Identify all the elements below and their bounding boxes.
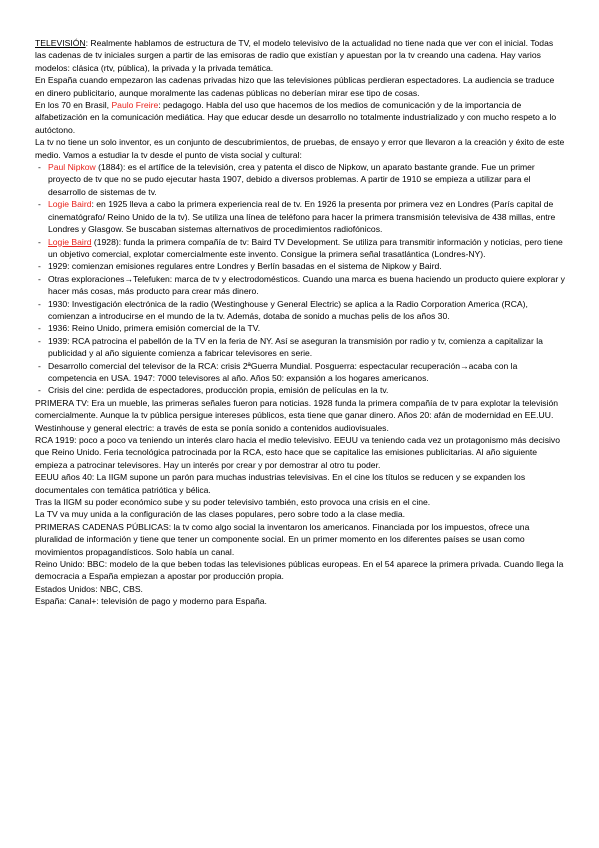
list-item-text: : en 1925 lleva a cabo la primera experiencia real de tv. En 1926 la presenta por primera vez en Londres (París capital de cinematógrafo/ Reino Unido de la tv). Se utiliza una línea de teléfono para hacer la primera transmisión televisiva de 438 millas, entre Londres y Glasgow. Se buscaban sistemas alternativos de procedimientos radiofónicos. — [48, 199, 556, 235]
list-item-crisis-cine: - Crisis del cine: perdida de espectadores, producción propia, emisión de películas en la tv. — [35, 384, 565, 396]
paragraph-text: : pedagogo. Habla del uso que hacemos de los medios de comunicación y de la importancia de alfabetización en la comunicación mediática. Hay que educar desde un desarrollo no totalmente industrializado y con mucho respeto a lo autóctono. — [35, 100, 557, 135]
section-heading-television: TELEVISIÓN — [35, 38, 86, 48]
list-item-baird-1925 — [35, 198, 565, 235]
paragraph-cadenas-publicas: PRIMERAS CADENAS PÚBLICAS: la tv como algo social la inventaron los americanos. Financiada por los impuestos, ofrece una pluralidad de información y tiene que tener un componente social. En un primer momento en los diferentes países se usan como movimientos propagandísticos. Solo había un canal. — [35, 521, 530, 557]
list-item-exploraciones: - Otras exploraciones→Telefuken: marca de tv y electrodomésticos. Cuando una marca es buena haciendo un producto quiere explorar y hacer más cosas, más producto para crear más dinero. — [35, 273, 565, 298]
list-item-nipkow — [35, 161, 565, 198]
paragraph-text: : Realmente hablamos de estructura de TV, el modelo televisivo de la actualidad no tiene nada que ver con el inicial. Todas las cadenas de tv iniciales surgen a partir de las emisoras de radio que existían y apuestan por la tv creando una cadena. Hay varios modelos: clásica (rtv, pública), la privada y la privada temática. — [35, 38, 554, 73]
paragraph-primera-tv: PRIMERA TV: Era un mueble, las primeras señales fueron para noticias. 1928 funda la primera compañía de tv para explotar la televisión comercialmente. Aunque la tv pública persigue intereses públicos, esta tiene que ganar dinero. Años 20: afán de modernidad en EE.UU. — [35, 397, 559, 421]
document-page — [35, 37, 565, 608]
paragraph-rca-1919: RCA 1919: poco a poco va teniendo un interés claro hacia el medio televisivo. EEUU va teniendo cada vez un protagonismo más decisivo que Reino Unido. Feria tecnológica patrocinada por la RCA, esto hace que se capitalice las emisiones publicitarias. Al año siguiente empieza a patrocinar televisores. Hay un interés por crear y por demostrar al otro tu poder. — [35, 435, 560, 470]
list-item-text: (1928): funda la primera compañía de tv: Baird TV Development. Se utiliza para transmitir información y noticias, pero tiene un objetivo comercial, explotar comercialmente este invento. Consigue la primera señal trasatlántica (Londres-NY). — [48, 236, 563, 259]
list-item-1939: - 1939: RCA patrocina el pabellón de la TV en la feria de NY. Así se aseguran la transmisión por radio y tv, comienza a capitalizar la publicidad y al año siguiente comienza a fabricar televisores en serie. — [35, 335, 565, 360]
list-item-1936: - 1936: Reino Unido, primera emisión comercial de la TV. — [35, 322, 565, 334]
paragraph-text: En los 70 en Brasil, — [35, 100, 112, 111]
name-logie-baird: Logie Baird — [48, 199, 92, 210]
paragraph-television — [35, 37, 565, 74]
list-item-1930: - 1930: Investigación electrónica de la radio (Westinghouse y General Electric) se aplica a la Radio Corporation America (RCA), comienzan a introducirse en el mundo de la tv. Además, dotaba de sonido a muchas pelis de los años 30. — [35, 298, 565, 323]
name-paul-nipkow: Paul Nipkow — [48, 162, 96, 173]
paragraph-tras-iigm: Tras la IIGM su poder económico sube y su poder televisivo también, esto provoca una crisis en el cine. — [35, 497, 431, 508]
paragraph-reino-unido: Reino Unido: BBC: modelo de la que beben todas las televisiones públicas europeas. En el 54 aparece la primera privada. Cuando llega la democracia a España empiezan a apostar por producción propia. — [35, 559, 564, 582]
paragraph-westinhouse: Westinhouse y general electric: a través de esta se ponía sonido a contenidos audiovisuales. — [35, 422, 389, 433]
paragraph-paulo-freire — [35, 99, 565, 136]
paragraph-eeuu-40: EEUU años 40: La IIGM supone un parón para muchas industrias televisivas. En el cine los títulos se reducen y se expanden los documentales con temática patriótica y bélica. — [35, 472, 526, 495]
list-item-baird-1928 — [35, 236, 565, 261]
paragraph-espana: España: Canal+: televisión de pago y moderno para España. — [35, 596, 267, 607]
paragraph-inventores: La tv no tiene un solo inventor, es un conjunto de descubrimientos, de pruebas, de ensayo y error que llevaron a la creación y éxito de este medio. Vamos a estudiar la tv desde el punto de vista social y cultural: — [35, 137, 565, 160]
list-item-text: (1884): es el artífice de la televisión, crea y patenta el disco de Nipkow, un aparato bastante grande. Fue un primer proyecto de tv que no se pudo ejecutar hasta 1907, debido a diversos problemas. A partir de 1910 se empieza a utilizar para el desarrollo de sistemas de tv. — [48, 162, 535, 197]
list-item-1929: - 1929: comienzan emisiones regulares entre Londres y Berlín basadas en el sistema de Nipkow y Baird. — [35, 260, 565, 272]
name-paulo-freire: Paulo Freire — [111, 100, 159, 111]
list-item-rca-desarrollo: - Desarrollo comercial del televisor de la RCA: crisis 2ªGuerra Mundial. Posguerra: espectacular recuperación→acaba con la competencia en USA. 1947: 7000 televisores al año. Años 50: expansión a los hogares americanos. — [35, 360, 565, 385]
paragraph-espana-privadas: En España cuando empezaron las cadenas privadas hizo que las televisiones públicas perdieran espectadores. La audiencia se traduce en dinero publicitario, aunque moralmente las cadenas públicas no deberían mirar ese tipo de cosas. — [35, 75, 555, 98]
paragraph-estados-unidos: Estados Unidos: NBC, CBS. — [35, 583, 143, 594]
name-logie-baird-underlined: Logie Baird — [48, 236, 92, 247]
paragraph-clases: La TV va muy unida a la configuración de las clases populares, pero sobre todo a la clase media. — [35, 509, 406, 520]
